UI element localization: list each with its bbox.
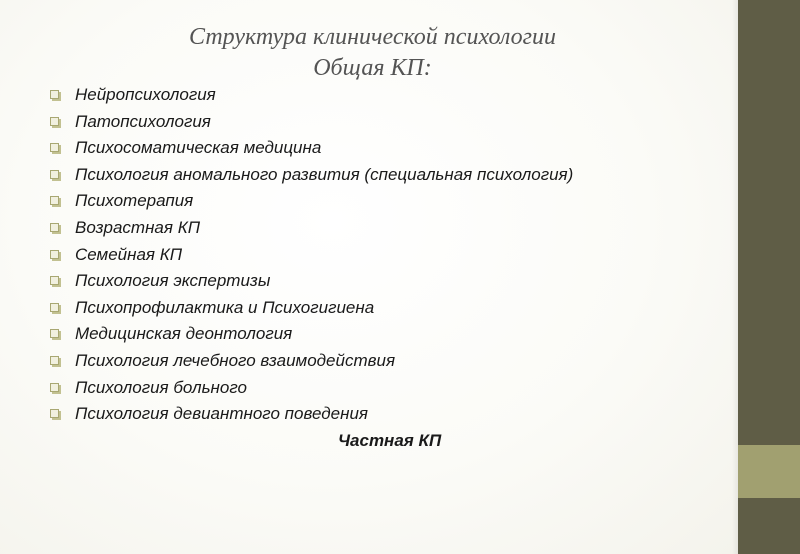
list-item bbox=[48, 109, 573, 136]
list-item-label: Психология лечебного взаимодействия bbox=[75, 350, 396, 370]
list-item-label: Психология больного bbox=[75, 377, 247, 397]
square-bullet-icon bbox=[50, 329, 59, 338]
list-item bbox=[48, 215, 573, 242]
list-item bbox=[48, 295, 573, 322]
square-bullet-icon bbox=[50, 276, 59, 285]
list-item-label: Психосоматическая медицина bbox=[75, 138, 322, 158]
list-item-label: Психотерапия bbox=[75, 191, 194, 211]
list-item bbox=[48, 242, 573, 269]
list-item bbox=[48, 135, 573, 162]
list-item-label: Психология девиантного поведения bbox=[75, 404, 368, 424]
list-item bbox=[48, 162, 573, 189]
list-item bbox=[48, 82, 573, 109]
square-bullet-icon bbox=[50, 90, 59, 99]
list-item-label: Нейропсихология bbox=[75, 85, 216, 104]
footer-label: Частная КП bbox=[338, 431, 442, 450]
title-line-2: Общая КП: bbox=[313, 55, 432, 81]
list-item bbox=[48, 348, 573, 375]
slide-title bbox=[100, 22, 645, 84]
square-bullet-icon bbox=[50, 170, 59, 179]
list-item bbox=[48, 268, 573, 295]
list-item bbox=[48, 401, 573, 428]
list-item bbox=[48, 188, 573, 215]
square-bullet-icon bbox=[50, 383, 59, 392]
title-line-1: Структура клинической психологии bbox=[188, 24, 557, 50]
list-item-label: Семейная КП bbox=[75, 244, 183, 264]
square-bullet-icon bbox=[50, 223, 59, 232]
square-bullet-icon bbox=[50, 356, 59, 365]
topic-list bbox=[48, 82, 573, 428]
square-bullet-icon bbox=[50, 250, 59, 259]
square-bullet-icon bbox=[50, 143, 59, 152]
list-item-label: Психопрофилактика и Психогигиена bbox=[75, 297, 375, 317]
square-bullet-icon bbox=[50, 409, 59, 418]
list-item-label: Психология экспертизы bbox=[75, 271, 271, 291]
list-item-label: Возрастная КП bbox=[75, 217, 201, 237]
list-item bbox=[48, 375, 573, 402]
list-item-label: Медицинская деонтология bbox=[75, 324, 293, 344]
side-block-decoration bbox=[738, 445, 800, 498]
list-item-label: Патопсихология bbox=[75, 111, 211, 131]
list-item-label: Психология аномального развития (специальная психология) bbox=[75, 164, 574, 184]
list-item bbox=[48, 321, 573, 348]
square-bullet-icon bbox=[50, 303, 59, 312]
square-bullet-icon bbox=[50, 196, 59, 205]
square-bullet-icon bbox=[50, 117, 59, 126]
